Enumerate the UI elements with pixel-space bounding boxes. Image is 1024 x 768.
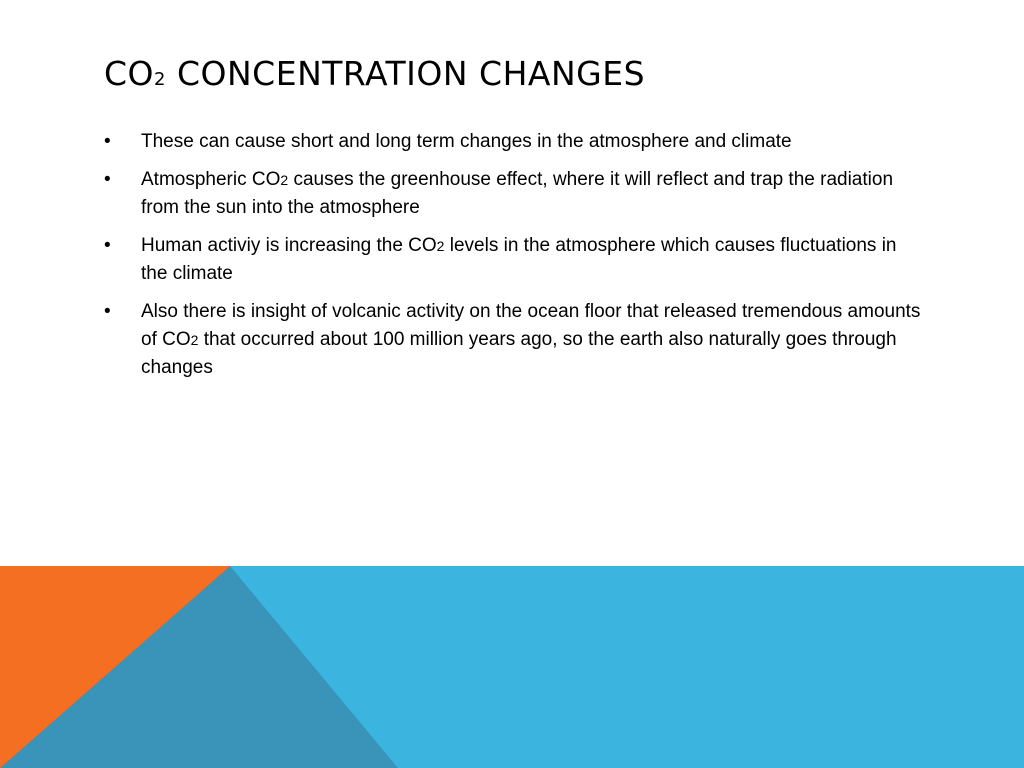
bullet-point-icon: • — [104, 301, 111, 322]
bullet-text: Human activiy is increasing the CO — [141, 235, 437, 256]
title-rest: CONCENTRATION CHANGES — [165, 54, 646, 93]
bullet-text-continued: levels in the atmosphere which causes fluctuations in the climate — [141, 235, 897, 284]
bullet-text: These can cause short and long term changes in the atmosphere and climate — [141, 131, 792, 152]
bullet-subscript: 2 — [436, 238, 445, 254]
bullet-point-icon: • — [104, 169, 111, 190]
title-subscript: 2 — [154, 69, 166, 90]
bullet-list — [104, 128, 924, 392]
bullet-text-continued: that occurred about 100 million years ago, so the earth also naturally goes through changes — [141, 329, 897, 378]
bullet-text: Atmospheric CO — [141, 169, 281, 190]
bullet-item — [104, 232, 924, 288]
bullet-text: Also there is insight of volcanic activity on the ocean floor that released tremendous amounts of CO — [141, 301, 921, 350]
bullet-subscript: 2 — [190, 332, 199, 348]
slide-title — [104, 54, 645, 100]
bullet-point-icon: • — [104, 235, 111, 256]
bullet-text-continued: causes the greenhouse effect, where it will reflect and trap the radiation from the sun into the atmosphere — [141, 169, 894, 218]
title-prefix: CO — [104, 54, 155, 93]
bullet-item — [104, 298, 924, 382]
bullet-subscript: 2 — [280, 172, 289, 188]
decorative-footer-band — [0, 566, 1024, 768]
bullet-point-icon: • — [104, 131, 111, 152]
bullet-item — [104, 128, 924, 156]
bullet-item — [104, 166, 924, 222]
